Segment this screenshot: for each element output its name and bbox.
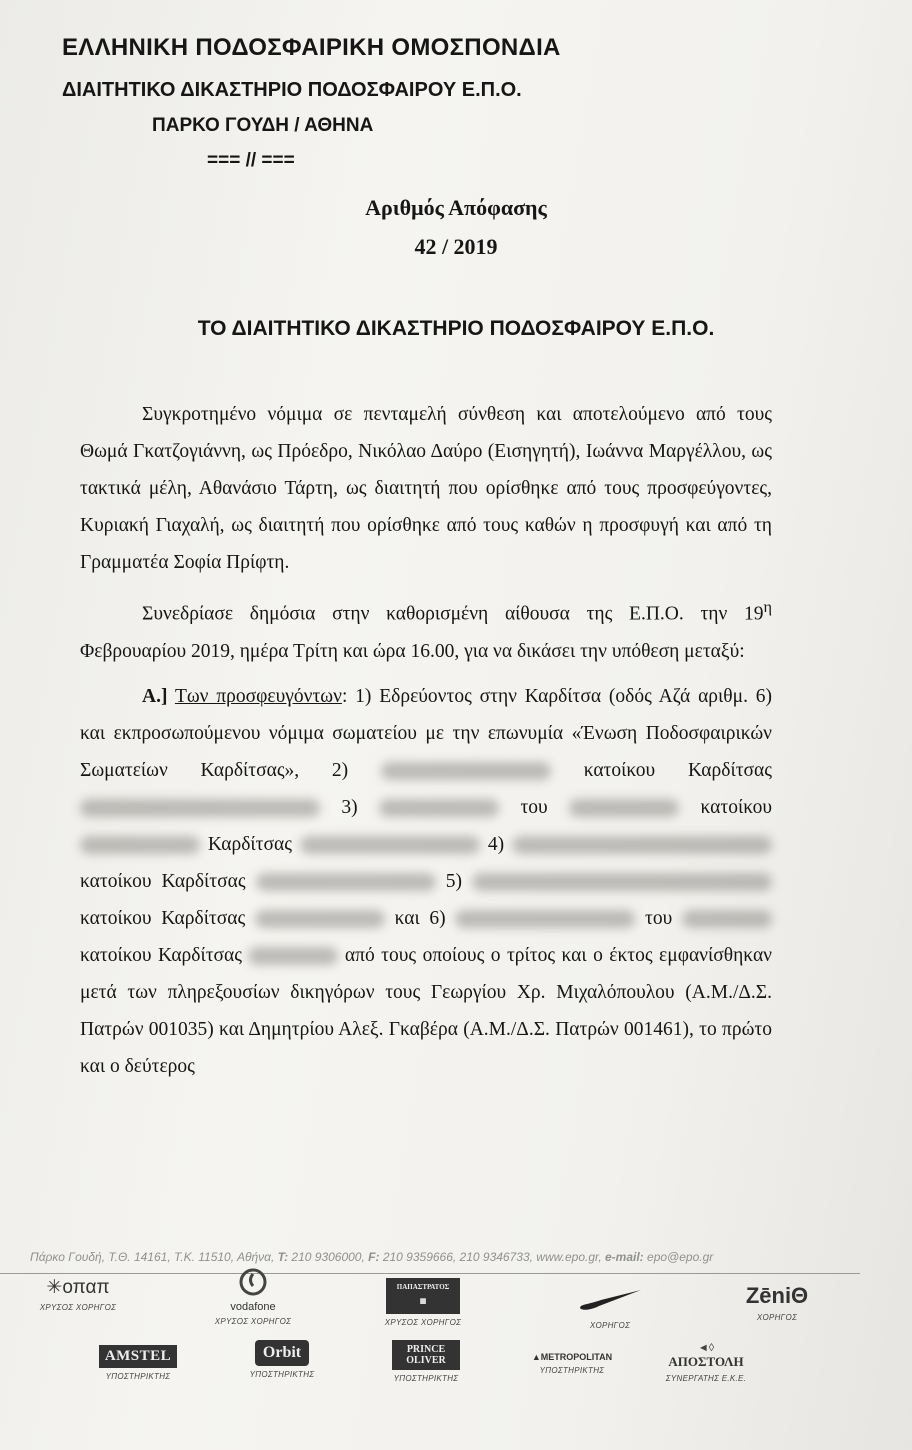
- nike-swoosh-icon: [568, 1288, 652, 1317]
- court-name: ΔΙΑΙΤΗΤΙΚΟ ΔΙΚΑΣΤΗΡΙΟ ΠΟΔΟΣΦΑΙΡΟΥ Ε.Π.Ο.: [62, 79, 522, 101]
- sponsor-opap: ✳οπαπ ΧΡΥΣΟΣ ΧΟΡΗΓΟΣ: [39, 1277, 117, 1312]
- footer-divider: [0, 1273, 860, 1274]
- redacted-name: [455, 910, 635, 928]
- redacted-area: [248, 947, 338, 965]
- sponsor-prince-oliver: PRINCE OLIVER ΥΠΟΣΤΗΡΙΚΤΗΣ: [388, 1340, 464, 1383]
- metropolitan-emblem-icon: ▲: [531, 1352, 541, 1362]
- redacted-address: [300, 836, 480, 854]
- redacted-address: [80, 799, 320, 817]
- court-title: ΤΟ ΔΙΑΙΤΗΤΙΚΟ ΔΙΚΑΣΤΗΡΙΟ ΠΟΔΟΣΦΑΙΡΟΥ Ε.Π.Ο.: [197, 317, 715, 340]
- document-body: [80, 396, 772, 1085]
- sponsor-zenith: ZēniΘ ΧΟΡΗΓΟΣ: [745, 1283, 809, 1322]
- redacted-area: [255, 910, 385, 928]
- sponsor-vodafone: vodafone ΧΡΥΣΟΣ ΧΟΡΗΓΟΣ: [198, 1268, 308, 1326]
- sponsor-papastratos: ΠΑΠΑΣΤΡΑΤΟΣ ▦ ΧΡΥΣΟΣ ΧΟΡΗΓΟΣ: [378, 1278, 468, 1327]
- sponsor-apostoli: ◄◊ ΑΠΟΣΤΟΛΗ ΣΥΝΕΡΓΑΤΗΣ Ε.Κ.Ε.: [656, 1342, 756, 1383]
- separator: === // ===: [207, 150, 295, 171]
- redacted-name: [512, 836, 772, 854]
- redacted-name: [381, 762, 551, 780]
- papastratos-emblem-icon: ▦: [419, 1297, 427, 1305]
- redacted-name: [472, 873, 772, 891]
- composition-paragraph: Συγκροτημένο νόμιμα σε πενταμελή σύνθεση και αποτελούμενο από τους Θωμά Γκατζογιάννη, ως Πρόεδρο, Νικόλαο Δαύρο (Εισηγητή), Ιωάννα Μαργέλλου, ως τακτικά μέλη, Αθανάσιο Τάρτη, ως διαιτητή που ορίσθηκε από τους προσφεύγοντες, Κυριακή Γιαχαλή, ως διαιτητή που ορίσθηκε από τους καθών η προσφυγή και από τη Γραμματέα Σοφία Πρίφτη.: [80, 404, 772, 573]
- redacted-area: [80, 836, 200, 854]
- footer-address: Πάρκο Γουδή, Τ.Θ. 14161, Τ.Κ. 11510, Αθήνα, T: 210 9306000, F: 210 9359666, 210 9346733, www.epo.gr, e-mail: epo@epo.gr: [30, 1250, 714, 1264]
- location: ΠΑΡΚΟ ΓΟΥΔΗ / ΑΘΗΝΑ: [152, 115, 374, 136]
- fish-icon: ◄◊: [697, 1342, 715, 1354]
- sponsor-metropolitan: ▲METROPOLITAN ΥΠΟΣΤΗΡΙΚΤΗΣ: [531, 1352, 613, 1375]
- sponsor-amstel: AMSTEL ΥΠΟΣΤΗΡΙΚΤΗΣ: [96, 1345, 180, 1381]
- sponsor-nike: ΧΟΡΗΓΟΣ: [568, 1288, 652, 1330]
- redacted-name: [379, 799, 499, 817]
- decision-number-label: Αριθμός Απόφασης: [365, 195, 547, 220]
- redacted-address: [256, 873, 436, 891]
- redacted-name: [682, 910, 772, 928]
- parties-paragraph: Α.] Των προσφευγόντων: 1) Εδρεύοντος στην Καρδίτσα (οδός Αζά αριθμ. 6) και εκπροσωπούμενου νόμιμα σωματείου με την επωνυμία «Ένωση Ποδοσφαιρικών Σωματείων Καρδίτσας», 2) κατοίκου Καρδίτσας 3) του κατοίκου Καρδίτσας 4) κατοίκου Καρδίτσας 5) κατοίκου Καρδίτσας και 6) του κατοίκου Καρδίτσας από τους οποίους ο τρίτος και ο έκτος εμφανίσθηκαν μετά των πληρεξουσίων δικηγόρων τους Γεωργίου Χρ. Μιχαλόπουλου (Α.Μ./Δ.Σ. Πατρών 001035) και Δημητρίου Αλεξ. Γκαβέρα (Α.Μ./Δ.Σ. Πατρών 001461), το πρώτο και ο δεύτερος: [80, 685, 773, 1077]
- redacted-name: [569, 799, 679, 817]
- federation-name: ΕΛΛΗΝΙΚΗ ΠΟΔΟΣΦΑΙΡΙΚΗ ΟΜΟΣΠΟΝΔΙΑ: [62, 34, 561, 61]
- appellants-heading: Των προσφευγόντων: [174, 685, 342, 707]
- session-paragraph: Συνεδρίασε δημόσια στην καθορισμένη αίθουσα της Ε.Π.Ο. την $19^\eta$ Φεβρουαρίου 2019, ημέρα Τρίτη και ώρα 16.00, για να δικάσει την υπόθεση μεταξύ:: [80, 598, 772, 662]
- vodafone-icon: [198, 1268, 308, 1301]
- opap-star-icon: ✳: [46, 1277, 63, 1298]
- sponsor-orbit: Orbit ΥΠΟΣΤΗΡΙΚΤΗΣ: [240, 1340, 324, 1379]
- decision-number: 42 / 2019: [414, 234, 498, 259]
